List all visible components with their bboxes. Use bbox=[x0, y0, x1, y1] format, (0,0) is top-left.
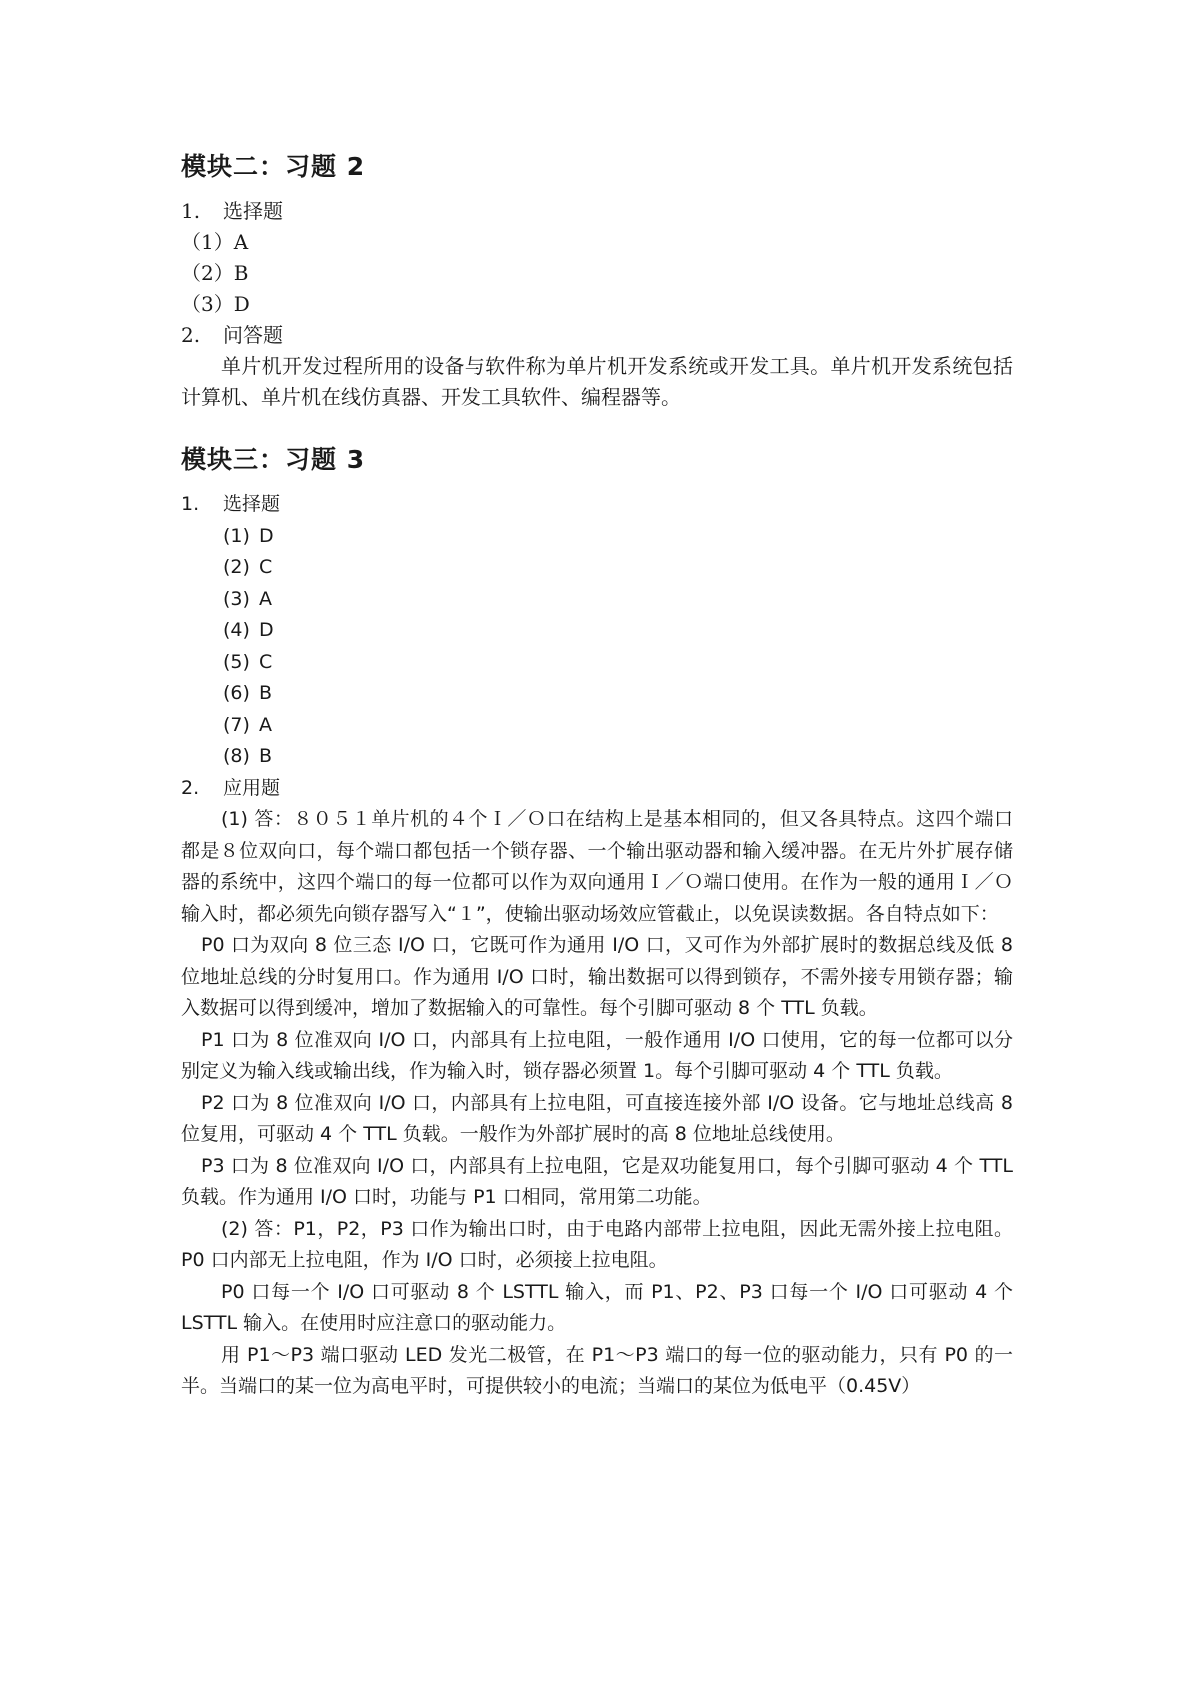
module2-q1-heading bbox=[181, 196, 1013, 227]
answer-paragraph-p0: P0 口为双向 8 位三态 I/O 口，它既可作为通用 I/O 口，又可作为外部扩展时的数据总线及低 8 位地址总线的分时复用口。作为通用 I/O 口时，输出数据可以得到锁存，不需外接专用锁存器；输入数据可以得到缓冲，增加了数据输入的可靠性。每个引脚可驱动 8 个 TTL 负载。 bbox=[181, 934, 1013, 1019]
choice-number: (1) bbox=[223, 524, 250, 547]
module2-answer: 单片机开发过程所用的设备与软件称为单片机开发系统或开发工具。单片机开发系统包括计算机、单片机在线仿真器、开发工具软件、编程器等。 bbox=[181, 354, 1013, 409]
question-number: 1. bbox=[181, 199, 201, 223]
module3-title: 模块三：习题 3 bbox=[181, 445, 366, 474]
answer-paragraph-intro: (1) 答：８０５１单片机的４个Ｉ／Ｏ口在结构上是基本相同的，但又各具特点。这四个端口都是８位双向口，每个端口都包括一个锁存器、一个输出驱动器和输入缓冲器。在无片外扩展存储器的系统中，这四个端口的每一位都可以作为双向通用Ｉ／Ｏ端口使用。在作为一般的通用Ｉ／Ｏ输入时，都必须先向锁存器写入“１”，使输出驱动场效应管截止，以免误读数据。各自特点如下： bbox=[181, 808, 1013, 925]
choice-number: (3) bbox=[223, 587, 250, 610]
module3-q2-heading bbox=[181, 773, 1013, 805]
question-label: 问答题 bbox=[223, 323, 283, 347]
module2-choice-1: （1）A bbox=[181, 230, 249, 254]
question-label: 应用题 bbox=[223, 776, 281, 799]
answer-paragraph-p2: P2 口为 8 位准双向 I/O 口，内部具有上拉电阻，可直接连接外部 I/O 设备。它与地址总线高 8 位复用，可驱动 4 个 TTL 负载。一般作为外部扩展时的高 8 位地址总线使用。 bbox=[181, 1091, 1013, 1145]
module3-q1-heading bbox=[181, 489, 1013, 521]
choice-answer: A bbox=[259, 713, 272, 736]
choice-number: (8) bbox=[223, 745, 250, 767]
module3-section bbox=[181, 489, 1013, 1403]
question-number: 2. bbox=[181, 776, 200, 799]
module3-choice-8 bbox=[181, 741, 1013, 773]
module3-choice-7 bbox=[181, 710, 1013, 742]
choice-answer: C bbox=[259, 556, 273, 578]
module3-choice-6 bbox=[181, 678, 1013, 710]
choice-answer: D bbox=[259, 619, 274, 641]
document-page bbox=[181, 150, 1013, 1403]
module2-section bbox=[181, 196, 1013, 413]
answer-paragraph-2: (2) 答：P1，P2，P3 口作为输出口时，由于电路内部带上拉电阻，因此无需外接上拉电阻。P0 口内部无上拉电阻，作为 I/O 口时，必须接上拉电阻。 bbox=[181, 1217, 1013, 1271]
module3-choice-3 bbox=[181, 584, 1013, 616]
choice-answer: C bbox=[259, 650, 273, 673]
choice-number: (2) bbox=[223, 556, 250, 578]
choice-number: (5) bbox=[223, 650, 250, 673]
module2-choice-2: （2）B bbox=[181, 261, 249, 285]
module2-title: 模块二：习题 2 bbox=[181, 152, 366, 181]
answer-paragraph-led: 用 P1～P3 端口驱动 LED 发光二极管，在 P1～P3 端口的每一位的驱动能力，只有 P0 的一半。当端口的某一位为高电平时，可提供较小的电流；当端口的某位为低电平（0.45V） bbox=[181, 1343, 1013, 1397]
choice-answer: B bbox=[259, 682, 273, 704]
question-number: 1. bbox=[181, 493, 200, 515]
question-label: 选择题 bbox=[223, 493, 281, 515]
answer-paragraph-p1: P1 口为 8 位准双向 I/O 口，内部具有上拉电阻，一般作通用 I/O 口使用，它的每一位都可以分别定义为输入线或输出线，作为输入时，锁存器必须置 1。每个引脚可驱动 4 个 TTL 负载。 bbox=[181, 1028, 1013, 1082]
choice-number: (4) bbox=[223, 619, 250, 641]
question-number: 2. bbox=[181, 323, 201, 347]
answer-paragraph-drive: P0 口每一个 I/O 口可驱动 8 个 LSTTL 输入，而 P1、P2、P3 口每一个 I/O 口可驱动 4 个 LSTTL 输入。在使用时应注意口的驱动能力。 bbox=[181, 1280, 1013, 1334]
module2-q2-heading bbox=[181, 320, 1013, 351]
choice-number: (7) bbox=[223, 713, 250, 736]
question-label: 选择题 bbox=[223, 199, 283, 223]
answer-paragraph-p3: P3 口为 8 位准双向 I/O 口，内部具有上拉电阻，它是双功能复用口，每个引脚可驱动 4 个 TTL 负载。作为通用 I/O 口时，功能与 P1 口相同，常用第二功能。 bbox=[181, 1154, 1013, 1208]
module3-choice-2 bbox=[181, 552, 1013, 584]
module3-choice-1 bbox=[181, 521, 1013, 553]
choice-answer: D bbox=[259, 524, 274, 547]
module3-choice-4 bbox=[181, 615, 1013, 647]
module2-choice-3: （3）D bbox=[181, 292, 250, 316]
module3-choice-5 bbox=[181, 647, 1013, 679]
choice-answer: A bbox=[259, 587, 272, 610]
choice-answer: B bbox=[259, 745, 273, 767]
choice-number: (6) bbox=[223, 682, 250, 704]
